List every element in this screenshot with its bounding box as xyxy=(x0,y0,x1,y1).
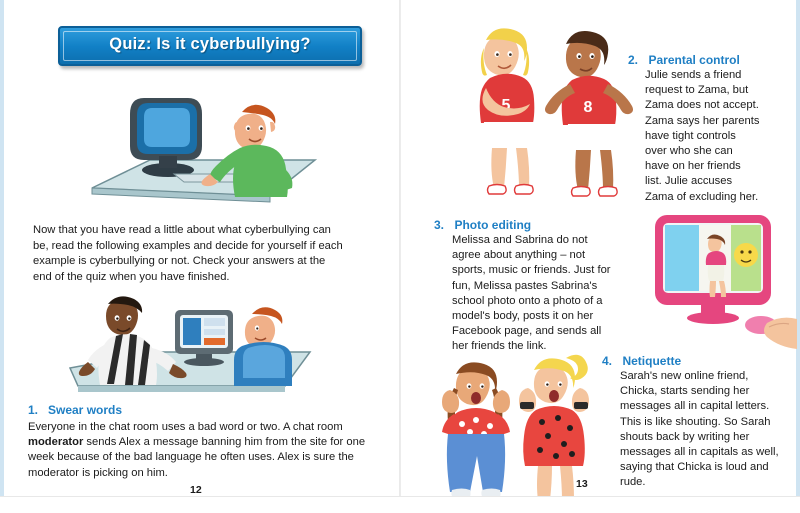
question-3-body: Melissa and Sabrina do not agree about anything – not sports, music or friends. Just for fun, Melissa pastes Sabrina's school photo onto a photo of a model's body, posts it on her Facebook page, and sends all her friends the link. xyxy=(452,234,611,353)
question-2-title: Parental control xyxy=(648,53,740,67)
question-1-number: 1. xyxy=(28,403,39,417)
q1-text-part2: sends Alex a message banning him from the site for one week because of the bad language he often uses. Alex is sure the moderator is picking on him. xyxy=(28,436,366,479)
q1-text-bold: moderator xyxy=(28,436,84,449)
page-number-left: 12 xyxy=(190,484,202,496)
question-4-number: 4. xyxy=(602,354,613,368)
right-page xyxy=(401,0,800,511)
svg-text:5: 5 xyxy=(501,97,511,114)
page-number-right: 13 xyxy=(576,478,588,490)
computer-monitor-photo-editing-illustration xyxy=(649,211,799,356)
svg-text:8: 8 xyxy=(583,99,593,116)
quiz-title-banner xyxy=(58,26,362,66)
two-girls-arguing-illustration xyxy=(456,10,639,210)
question-3-heading xyxy=(434,216,531,234)
question-3-number: 3. xyxy=(434,218,445,232)
question-2-heading xyxy=(628,51,740,69)
page-title: Quiz: Is it cyberbullying? xyxy=(109,35,311,53)
boy-at-desktop-computer-illustration xyxy=(90,78,320,203)
question-4-heading xyxy=(602,352,681,370)
question-3-title: Photo editing xyxy=(454,218,532,232)
question-4-title: Netiquette xyxy=(622,354,682,368)
q1-text-part1: Everyone in the chat room uses a bad word or two. A chat room xyxy=(28,421,343,433)
left-page xyxy=(0,0,399,511)
intro-paragraph: Now that you have read a little about what cyberbullying can be, read the following examples and decide for yourself if each example is cyberbullying or not. Check your answers at the end of the quiz when you have finished. xyxy=(33,224,343,283)
question-2-number: 2. xyxy=(628,53,639,67)
moderator-and-boy-at-computer-illustration xyxy=(60,282,320,397)
question-1-title: Swear words xyxy=(48,403,123,417)
question-1-body xyxy=(28,420,373,481)
page-bottom-edge xyxy=(0,496,800,511)
question-2-body: Julie sends a friend request to Zama, but Zama does not accept. Zama says her parents have tight controls over who she can have on her friends list. Julie accuses Zama of excluding her. xyxy=(645,69,760,203)
question-4-body: Sarah's new online friend, Chicka, starts sending her messages all in capital letters. This is like shouting. So Sarah shouts back by writing her messages all in capitals as well, saying that Chicka is loud and rude. xyxy=(620,370,779,489)
